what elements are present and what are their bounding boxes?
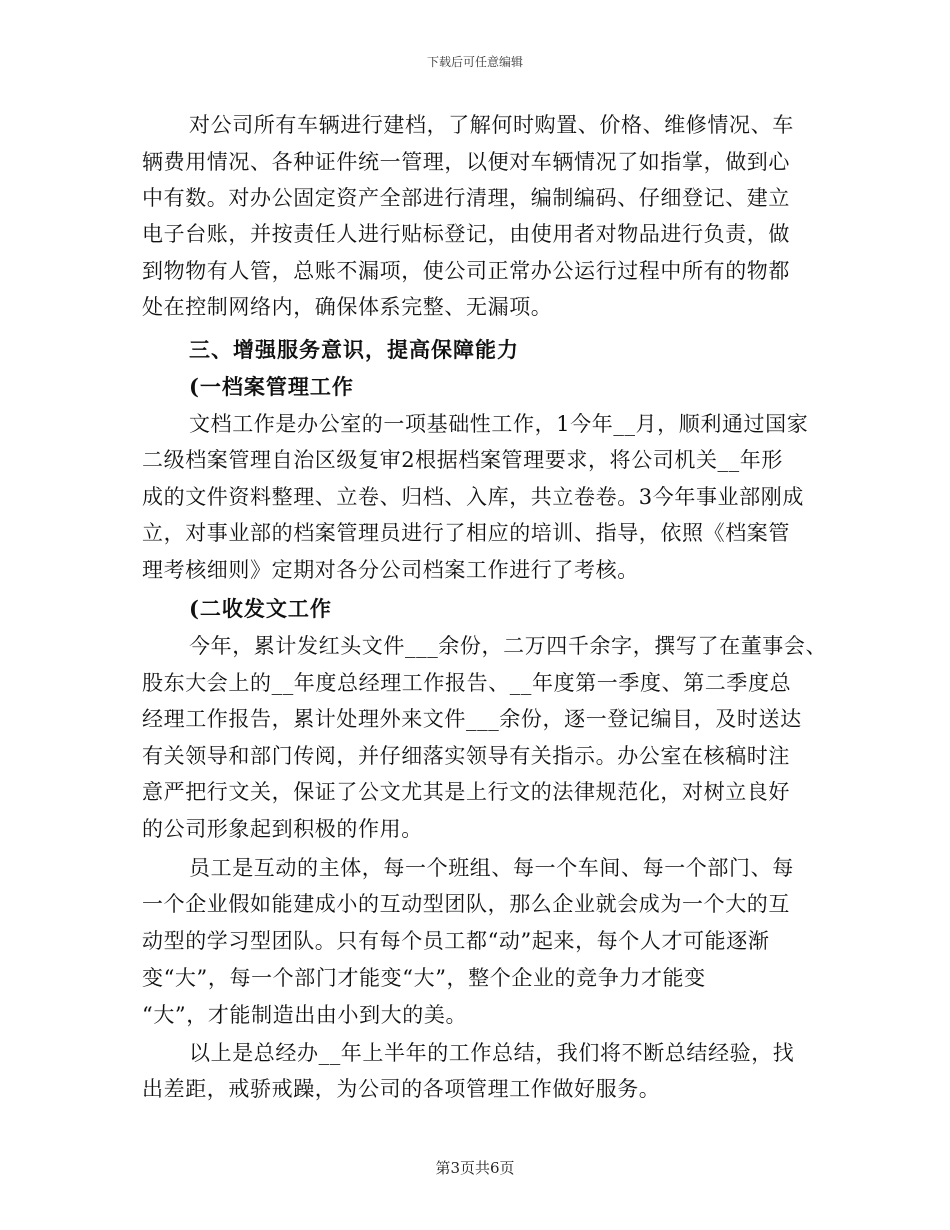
paragraph-line: 立，对事业部的档案管理员进行了相应的培训、指导，依照《档案管	[142, 521, 790, 545]
paragraph-line: 处在控制网络内，确保体系完整、无漏项。	[142, 295, 553, 319]
page-footer: 第3页共6页	[435, 1159, 515, 1177]
paragraph-line: 的公司形象起到积极的作用。	[142, 817, 423, 841]
paragraph-line: 以上是总经办__年上半年的工作总结，我们将不断总结经验，找	[189, 1041, 795, 1065]
paragraph-line: 一个企业假如能建成小的互动型团队，那么企业就会成为一个大的互	[142, 892, 790, 916]
paragraph-line: 文档工作是办公室的一项基础性工作，1今年__月，顺利通过国家	[189, 412, 809, 436]
paragraph-line: “大”，才能制造出由小到大的美。	[142, 1003, 468, 1027]
subsection-heading: (二收发文工作	[189, 596, 332, 621]
paragraph-line: 意严把行文关，保证了公文尤其是上行文的法律规范化，对树立良好	[142, 780, 790, 804]
page-header: 下载后可任意编辑	[426, 55, 523, 69]
paragraph-line: 股东大会上的__年度总经理工作报告、__年度第一季度、第二季度总	[142, 671, 792, 695]
paragraph-line: 成的文件资料整理、立卷、归档、入库，共立卷卷。3今年事业部刚成	[142, 485, 804, 509]
subsection-heading: (一档案管理工作	[189, 374, 354, 399]
paragraph-line: 电子台账，并按责任人进行贴标登记，由使用者对物品进行负责，做	[142, 222, 790, 246]
paragraph-line: 理考核细则》定期对各分公司档案工作进行了考核。	[142, 558, 639, 582]
section-heading: 三、增强服务意识，提高保障能力	[189, 337, 519, 362]
paragraph-line: 到物物有人管，总账不漏项，使公司正常办公运行过程中所有的物都	[142, 259, 790, 283]
paragraph-line: 二级档案管理自治区级复审2根据档案管理要求，将公司机关__年形	[142, 448, 783, 472]
paragraph-line: 中有数。对办公固定资产全部进行清理，编制编码、仔细登记、建立	[142, 186, 790, 210]
paragraph-line: 今年，累计发红头文件___余份，二万四千余字，撰写了在董事会、	[189, 634, 828, 658]
paragraph-line: 对公司所有车辆进行建档，了解何时购置、价格、维修情况、车	[189, 113, 794, 137]
paragraph-line: 有关领导和部门传阅，并仔细落实领导有关指示。办公室在核稿时注	[142, 744, 790, 768]
paragraph-line: 动型的学习型团队。只有每个员工都“动”起来，每个人才可能逐渐	[142, 929, 770, 953]
paragraph-line: 变“大”，每一个部门才能变“大”，整个企业的竞争力才能变	[142, 966, 706, 990]
paragraph-line: 出差距，戒骄戒躁，为公司的各项管理工作做好服务。	[142, 1077, 661, 1101]
paragraph-line: 员工是互动的主体，每一个班组、每一个车间、每一个部门、每	[189, 856, 794, 880]
paragraph-line: 经理工作报告，累计处理外来文件___余份，逐一登记编目，及时送达	[142, 707, 802, 731]
paragraph-line: 辆费用情况、各种证件统一管理，以便对车辆情况了如指掌，做到心	[142, 150, 790, 174]
